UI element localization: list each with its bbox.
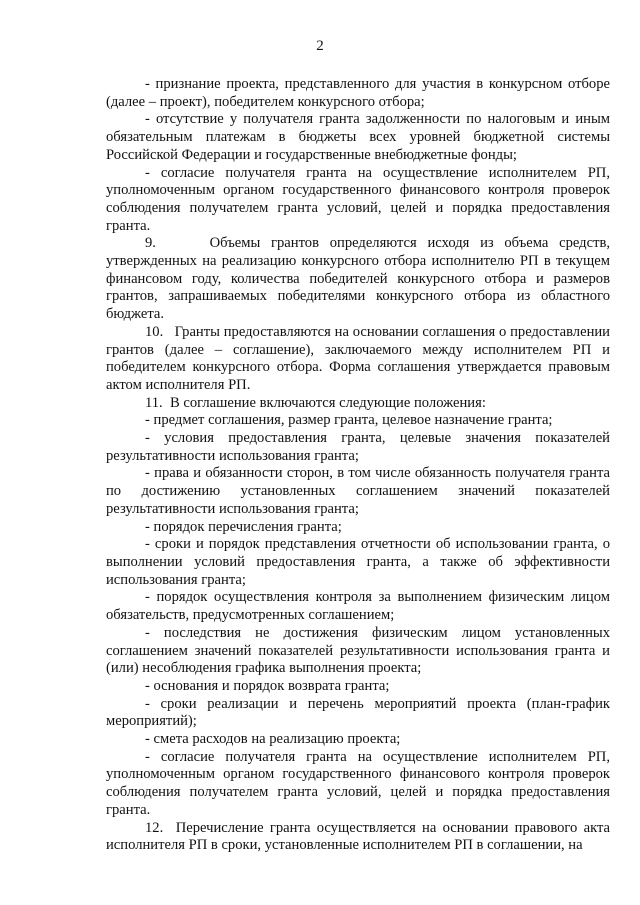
paragraph-bullet-refund: - основания и порядок возврата гранта; — [145, 677, 390, 694]
paragraph-bullet-transfer-order: - порядок перечисления гранта; — [145, 518, 342, 535]
paragraph-bullet-subject: - предмет соглашения, размер гранта, целевое назначение гранта; — [145, 412, 553, 429]
paragraph-bullet-reporting: - сроки и порядок представления отчетности об использовании гранта, о выполнении условий предоставления гранта, а также об эффективности использования гранта; — [106, 536, 610, 588]
paragraph-bullet-no-debts: - отсутствие у получателя гранта задолженности по налоговым и иным обязательным платежам в бюджеты всех уровней бюджетной системы Российской Федерации и государственные внебюджетные фонды; — [106, 111, 610, 163]
paragraph-bullet-consequences: - последствия не достижения физическим лицом установленных соглашением значений показателей результативности использования гранта и (или) несоблюдения графика выполнения проекта; — [106, 624, 610, 677]
paragraph-item-11: 11. В соглашение включаются следующие положения: — [145, 394, 486, 411]
paragraph-bullet-control: - порядок осуществления контроля за выполнением физическим лицом обязательств, предусмотренных соглашением; — [106, 589, 610, 624]
paragraph-bullet-budget: - смета расходов на реализацию проекта; — [145, 731, 401, 748]
paragraph-item-10: 10. Гранты предоставляются на основании соглашения о предоставлении грантов (далее – соглашение), заключаемого между исполнителем РП и победителем конкурсного отбора. Форма соглашения утверждается правовым актом исполнителя РП. — [106, 323, 610, 393]
paragraph-bullet-consent-checks-2: - согласие получателя гранта на осуществление исполнителем РП, уполномоченным органом государственного финансового контроля проверок соблюдения получателем гранта условий, целей и порядка предоставления гранта. — [106, 748, 610, 818]
paragraph-item-9: 9. Объемы грантов определяются исходя из объема средств, утвержденных на реализацию конкурсного отбора исполнителю РП в текущем финансовом году, количества победителей конкурсного отбора и размеров грантов, запрашиваемых победителями конкурсного отбора из областного бюджета. — [106, 235, 610, 323]
document-body — [106, 76, 610, 855]
paragraph-bullet-schedule: - сроки реализации и перечень мероприятий проекта (план-график мероприятий); — [106, 695, 610, 730]
paragraph-item-12: 12. Перечисление гранта осуществляется на основании правового акта исполнителя РП в сроки, установленные исполнителем РП в соглашении, на — [106, 819, 610, 854]
paragraph-bullet-consent-checks: - согласие получателя гранта на осуществление исполнителем РП, уполномоченным органом государственного финансового контроля проверок соблюдения получателем гранта условий, целей и порядка предоставления гранта. — [106, 164, 610, 234]
paragraph-bullet-conditions: - условия предоставления гранта, целевые значения показателей результативности использования гранта; — [106, 430, 610, 464]
paragraph-bullet-project-recognition: - признание проекта, представленного для участия в конкурсном отборе (далее – проект), победителем конкурсного отбора; — [106, 76, 610, 110]
page-number: 2 — [316, 38, 324, 54]
paragraph-bullet-rights: - права и обязанности сторон, в том числе обязанность получателя гранта по достижению установленных соглашением значений показателей результативности использования гранта; — [106, 465, 610, 517]
